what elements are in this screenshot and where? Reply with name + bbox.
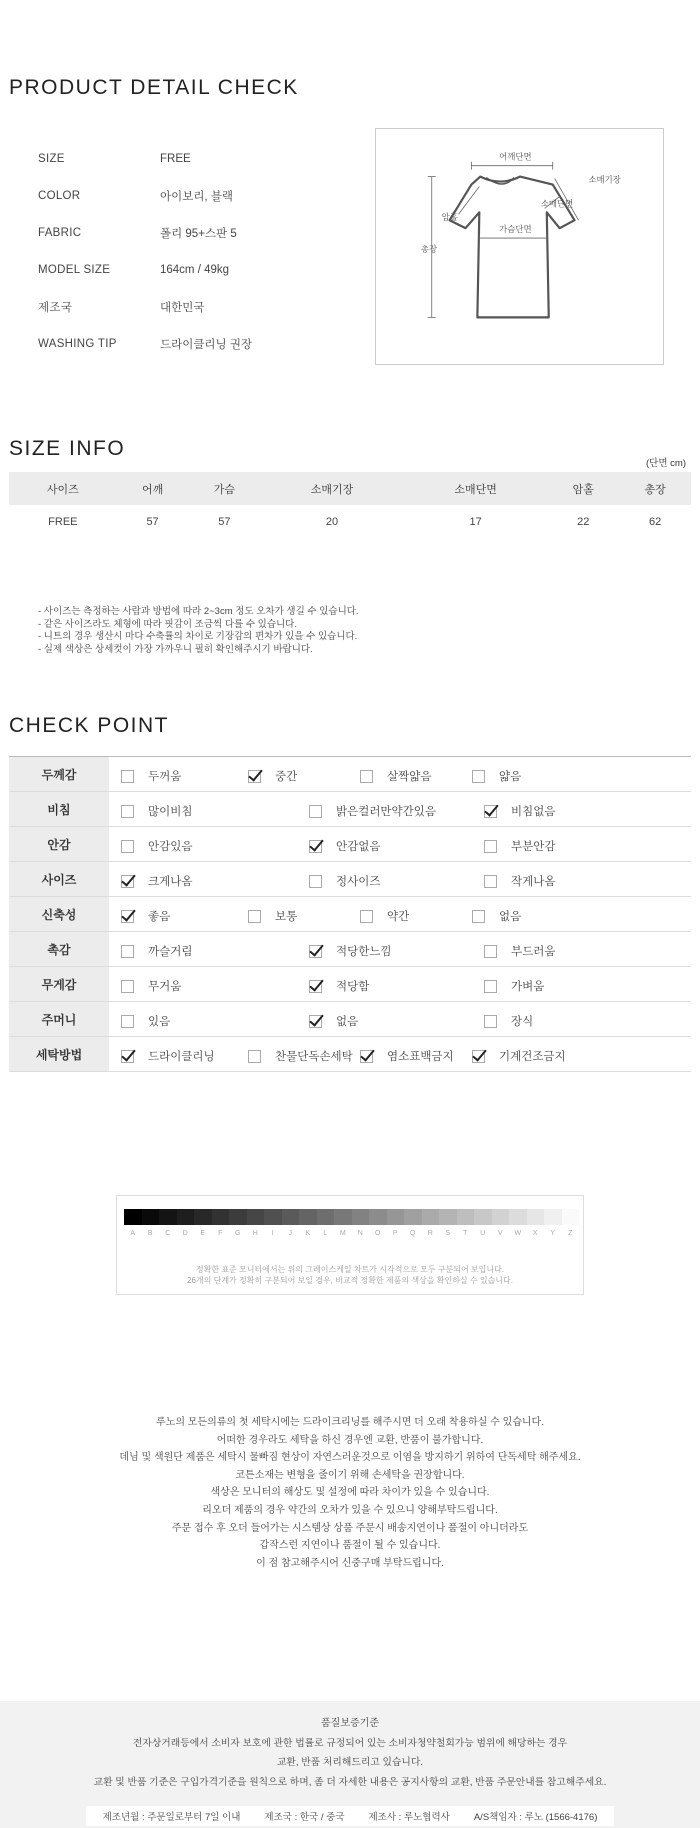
size-info-title: SIZE INFO — [9, 437, 126, 460]
product-detail-table — [38, 140, 338, 362]
gray-swatch — [212, 1209, 230, 1225]
care-line: 어떠한 경우라도 세탁을 하신 경우엔 교환, 반품이 불가합니다. — [216, 1434, 484, 1446]
grayscale-chart — [116, 1195, 584, 1295]
check-option — [309, 838, 380, 854]
product-detail-title: PRODUCT DETAIL CHECK — [9, 76, 299, 99]
gray-letter: Q — [410, 1230, 416, 1237]
pd-value: 드라이클리닝 권장 — [160, 338, 253, 351]
check-option — [121, 768, 181, 784]
check-option-label: 두꺼움 — [148, 771, 182, 783]
pd-row-fabric — [38, 214, 338, 251]
gray-swatch — [457, 1209, 475, 1225]
table-row — [9, 505, 691, 538]
size-table-header — [9, 472, 691, 505]
checkbox-empty-icon — [121, 1015, 134, 1028]
quality-footer — [0, 1701, 700, 1828]
gray-swatch — [492, 1209, 510, 1225]
checkbox-empty-icon — [121, 840, 134, 853]
unit-label: (단면 cm) — [646, 458, 686, 469]
check-option-label: 얇음 — [499, 771, 522, 783]
info-manufacturer: 제조사 : 루노협력사 — [368, 1812, 450, 1823]
check-option-label: 드라이클리닝 — [148, 1051, 215, 1063]
care-line: 데님 및 색원단 제품은 세탁시 물빠짐 현상이 자연스러운것으로 이염을 방지하기 위하여 단독세탁 해주세요. — [119, 1452, 581, 1464]
check-option-label: 무거움 — [148, 981, 182, 993]
info-origin: 제조국 : 한국 / 중국 — [264, 1812, 345, 1823]
cell: 62 — [648, 515, 662, 528]
check-option — [484, 978, 544, 994]
pd-key: WASHING TIP — [38, 337, 117, 350]
check-option — [360, 908, 409, 924]
gray-swatch — [439, 1209, 457, 1225]
check-option-label: 부분안감 — [511, 841, 556, 853]
checkbox-checked-icon — [248, 770, 261, 783]
size-notes — [38, 606, 359, 656]
check-option-label: 많이비침 — [148, 806, 193, 818]
check-row-label: 촉감 — [9, 932, 109, 966]
check-option — [309, 873, 380, 889]
label-sleeve-length: 소매기장 — [588, 174, 621, 185]
header-cell: 총장 — [619, 472, 691, 505]
check-option-label: 있음 — [148, 1016, 171, 1028]
gray-letter: V — [497, 1230, 503, 1237]
check-point-title: CHECK POINT — [9, 714, 170, 737]
footer-line: 교환 및 반품 기준은 구입가격기준을 원칙으로 하며, 좀 더 자세한 내용은 공지사항의 교환, 반품 주문안내를 참고해주세요. — [93, 1776, 607, 1788]
check-option-label: 정사이즈 — [336, 876, 381, 888]
check-option — [121, 943, 192, 959]
check-row — [9, 792, 691, 827]
gray-letter: G — [235, 1230, 241, 1237]
gray-swatch — [282, 1209, 300, 1225]
tshirt-measure-diagram — [375, 128, 664, 365]
checkbox-empty-icon — [360, 770, 373, 783]
check-option-label: 중간 — [275, 771, 298, 783]
checkbox-checked-icon — [121, 910, 134, 923]
care-line: 루노의 모든의류의 첫 세탁시에는 드라이크리닝를 해주시면 더 오래 착용하실 수 있습니다. — [156, 1417, 544, 1428]
check-option-label: 작게나옴 — [511, 876, 556, 888]
check-option-label: 기계건조금지 — [499, 1051, 566, 1063]
gray-letter: J — [288, 1230, 292, 1237]
check-option — [121, 1048, 215, 1064]
checkbox-checked-icon — [360, 1050, 373, 1063]
label-sleeve-width: 소매단면 — [540, 198, 574, 209]
gray-letter: L — [323, 1230, 328, 1237]
care-line: 이 점 참고해주시어 신중구매 부탁드립니다. — [256, 1557, 444, 1569]
gray-letter: R — [427, 1230, 433, 1237]
header-cell: 암홀 — [547, 472, 619, 505]
checkbox-empty-icon — [484, 1015, 497, 1028]
cell: 20 — [325, 515, 339, 528]
pd-value: FREE — [160, 152, 191, 165]
pd-value: 164cm / 49kg — [160, 263, 230, 276]
info-manufacture-date: 제조년월 : 주문일로부터 7일 이내 — [102, 1812, 241, 1823]
pd-key: MODEL SIZE — [38, 263, 111, 276]
check-option-label: 없음 — [336, 1016, 359, 1028]
check-option — [484, 838, 555, 854]
caption-line: 정확한 표준 모니터에서는 위의 그레이스케일 차트가 시각적으로 모두 구분되어 보입니다. — [195, 1265, 505, 1274]
gray-swatch — [124, 1209, 142, 1225]
check-row-label: 사이즈 — [9, 862, 109, 896]
check-point-table — [9, 756, 691, 1072]
gray-swatch — [404, 1209, 422, 1225]
pd-key: COLOR — [38, 189, 81, 202]
gray-swatch — [177, 1209, 195, 1225]
label-chest: 가슴단면 — [499, 224, 532, 235]
checkbox-empty-icon — [472, 910, 485, 923]
check-option-label: 찬물단독손세탁 — [275, 1051, 353, 1063]
gray-letter: Z — [568, 1230, 573, 1237]
check-row-label: 안감 — [9, 827, 109, 861]
grayscale-caption — [117, 1264, 583, 1286]
gray-swatch — [527, 1209, 545, 1225]
pd-row-model-size — [38, 251, 338, 288]
check-row — [9, 967, 691, 1002]
checkbox-empty-icon — [248, 1050, 261, 1063]
gray-swatch — [247, 1209, 265, 1225]
pd-key: SIZE — [38, 152, 65, 165]
gray-letter: Y — [550, 1230, 556, 1237]
check-row-label: 비침 — [9, 792, 109, 826]
checkbox-empty-icon — [248, 910, 261, 923]
check-option — [121, 1013, 170, 1029]
pd-row-size — [38, 140, 338, 177]
check-option-label: 없음 — [499, 911, 522, 923]
check-option-label: 좋음 — [148, 911, 171, 923]
gray-swatch — [317, 1209, 335, 1225]
gray-letter: E — [200, 1230, 206, 1237]
gray-letter: A — [130, 1230, 136, 1237]
check-row — [9, 897, 691, 932]
care-line: 리오더 제품의 경우 약간의 오차가 있을 수 있으니 양해부탁드립니다. — [202, 1504, 498, 1516]
checkbox-empty-icon — [360, 910, 373, 923]
check-row-label: 두께감 — [9, 757, 109, 791]
gray-letter: H — [252, 1230, 258, 1237]
tshirt-icon — [376, 129, 663, 364]
caption-line: 26개의 단계가 정확히 구분되어 보일 경우, 비교적 정확한 제품의 색상을 확인하실 수 있습니다. — [187, 1276, 513, 1285]
note-line: - 사이즈는 측정하는 사람과 방법에 따라 2~3cm 정도 오차가 생길 수 있습니다. — [38, 606, 359, 617]
check-row — [9, 757, 691, 792]
check-option — [309, 803, 436, 819]
care-notes — [0, 1414, 700, 1572]
check-option — [472, 1048, 566, 1064]
check-option-label: 안감있음 — [148, 841, 193, 853]
footer-title: 품질보증기준 — [321, 1718, 379, 1729]
check-option — [121, 908, 170, 924]
label-length: 총장 — [420, 243, 438, 254]
care-line: 색상은 모니터의 해상도 및 설정에 따라 차이가 있을 수 있습니다. — [210, 1487, 490, 1499]
checkbox-checked-icon — [309, 980, 322, 993]
checkbox-empty-icon — [121, 945, 134, 958]
gray-letter: K — [305, 1230, 311, 1237]
check-option — [121, 838, 192, 854]
check-row-label: 주머니 — [9, 1002, 109, 1036]
checkbox-empty-icon — [121, 805, 134, 818]
checkbox-checked-icon — [121, 1050, 134, 1063]
pd-row-origin — [38, 288, 338, 325]
check-option-label: 적당한느낌 — [336, 946, 392, 958]
check-option — [248, 768, 297, 784]
header-cell: 사이즈 — [9, 472, 117, 505]
check-option — [484, 803, 555, 819]
grayscale-letters — [124, 1230, 579, 1237]
check-option-label: 염소표백금지 — [387, 1051, 454, 1063]
check-option-label: 적당함 — [336, 981, 370, 993]
check-option — [309, 978, 369, 994]
label-shoulder: 어깨단면 — [499, 151, 532, 162]
checkbox-empty-icon — [484, 980, 497, 993]
gray-swatch — [299, 1209, 317, 1225]
gray-swatch — [194, 1209, 212, 1225]
check-option — [484, 873, 555, 889]
gray-swatch — [142, 1209, 160, 1225]
check-row-label: 신축성 — [9, 897, 109, 931]
check-option-label: 크게나옴 — [148, 876, 193, 888]
checkbox-empty-icon — [121, 980, 134, 993]
pd-row-washing-tip — [38, 325, 338, 362]
gray-letter: C — [165, 1230, 171, 1237]
checkbox-checked-icon — [121, 875, 134, 888]
check-option-label: 비침없음 — [511, 806, 556, 818]
footer-line: 교환, 반품 처리해드리고 있습니다. — [276, 1757, 424, 1769]
gray-letter: S — [445, 1230, 451, 1237]
gray-letter: W — [514, 1230, 522, 1237]
check-option — [484, 1013, 533, 1029]
pd-value: 대한민국 — [160, 301, 205, 314]
check-option — [360, 1048, 454, 1064]
header-cell: 소매기장 — [260, 472, 404, 505]
check-option-label: 부드러움 — [511, 946, 556, 958]
gray-swatch — [509, 1209, 527, 1225]
care-line: 코튼소재는 변형을 줄이기 위해 손세탁을 권장합니다. — [235, 1469, 465, 1481]
checkbox-checked-icon — [472, 1050, 485, 1063]
gray-letter: D — [182, 1230, 188, 1237]
checkbox-checked-icon — [484, 805, 497, 818]
size-table — [9, 472, 691, 538]
checkbox-empty-icon — [121, 770, 134, 783]
check-option — [248, 1048, 353, 1064]
check-option — [360, 768, 431, 784]
check-option — [472, 908, 521, 924]
gray-swatch — [387, 1209, 405, 1225]
checkbox-empty-icon — [309, 805, 322, 818]
footer-line: 전자상거래등에서 소비자 보호에 관한 법률로 규정되어 있는 소비자청약철회가능 범위에 해당하는 경우 — [132, 1738, 568, 1749]
check-option-label: 살짝얇음 — [387, 771, 432, 783]
check-row — [9, 932, 691, 967]
checkbox-checked-icon — [309, 945, 322, 958]
gray-letter: O — [375, 1230, 381, 1237]
pd-value: 아이보리, 블랙 — [160, 190, 234, 203]
header-cell: 어깨 — [117, 472, 189, 505]
check-option — [121, 873, 192, 889]
check-option — [248, 908, 297, 924]
label-armhole: 암홀 — [441, 212, 458, 223]
checkbox-empty-icon — [472, 770, 485, 783]
check-option — [121, 978, 181, 994]
cell: 22 — [577, 515, 590, 528]
gray-letter: T — [463, 1230, 468, 1237]
check-row — [9, 1037, 691, 1072]
check-row-label: 세탁방법 — [9, 1037, 109, 1071]
gray-swatch — [264, 1209, 282, 1225]
checkbox-checked-icon — [309, 840, 322, 853]
check-option-label: 안감없음 — [336, 841, 381, 853]
check-option — [484, 943, 555, 959]
pd-value: 폴리 95+스판 5 — [160, 227, 237, 240]
check-option — [121, 803, 192, 819]
footer-info-bar — [86, 1806, 614, 1826]
gray-swatch — [352, 1209, 370, 1225]
note-line: - 니트의 경우 생산시 마다 수축률의 차이로 기장감의 편차가 있을 수 있습니다. — [38, 631, 358, 643]
gray-letter: F — [218, 1230, 223, 1237]
gray-swatch — [544, 1209, 562, 1225]
cell: 17 — [469, 515, 482, 528]
gray-letter: B — [147, 1230, 153, 1237]
cell: 57 — [146, 515, 159, 528]
checkbox-empty-icon — [484, 875, 497, 888]
gray-swatch — [422, 1209, 440, 1225]
gray-letter: P — [392, 1230, 398, 1237]
pd-row-color — [38, 177, 338, 214]
cell: 57 — [218, 515, 231, 528]
check-option-label: 보통 — [275, 911, 298, 923]
gray-letter: U — [480, 1230, 486, 1237]
gray-swatch — [474, 1209, 492, 1225]
care-line: 주문 접수 후 오더 들어가는 시스템상 상품 주문시 배송지연이나 품절이 아니더라도 — [171, 1522, 529, 1534]
checkbox-empty-icon — [484, 840, 497, 853]
check-row-label: 무게감 — [9, 967, 109, 1001]
gray-swatch — [159, 1209, 177, 1225]
grayscale-bar — [124, 1209, 579, 1225]
check-option — [309, 1013, 358, 1029]
check-row — [9, 862, 691, 897]
info-as-contact: A/S책임자 : 루노 (1566-4176) — [473, 1812, 598, 1823]
note-line: - 실제 색상은 상세컷이 가장 가까우니 필히 확인해주시기 바랍니다. — [38, 643, 313, 655]
gray-swatch — [562, 1209, 580, 1225]
checkbox-empty-icon — [309, 875, 322, 888]
gray-swatch — [334, 1209, 352, 1225]
gray-letter: I — [271, 1230, 274, 1237]
checkbox-empty-icon — [484, 945, 497, 958]
pd-key: FABRIC — [38, 226, 82, 239]
checkbox-checked-icon — [309, 1015, 322, 1028]
note-line: - 같은 사이즈라도 체형에 따라 핏감이 조금씩 다를 수 있습니다. — [38, 618, 297, 630]
gray-letter: N — [357, 1230, 363, 1237]
check-option-label: 장식 — [511, 1016, 534, 1028]
check-row — [9, 1002, 691, 1037]
check-row — [9, 827, 691, 862]
check-option-label: 밝은컬러만약간있음 — [336, 806, 436, 818]
check-option-label: 가벼움 — [511, 981, 545, 993]
pd-key: 제조국 — [38, 301, 73, 314]
check-option — [309, 943, 392, 959]
header-cell: 가슴 — [188, 472, 260, 505]
header-cell: 소매단면 — [404, 472, 548, 505]
gray-letter: X — [532, 1230, 538, 1237]
footer-lines — [0, 1734, 700, 1792]
cell: FREE — [48, 515, 78, 528]
gray-letter: M — [339, 1230, 346, 1237]
gray-swatch — [369, 1209, 387, 1225]
check-option — [472, 768, 521, 784]
check-option-label: 약간 — [387, 911, 410, 923]
care-line: 갑작스런 지연이나 품절이 될 수 있습니다. — [259, 1540, 441, 1552]
check-option-label: 까슬거림 — [148, 946, 193, 958]
gray-swatch — [229, 1209, 247, 1225]
